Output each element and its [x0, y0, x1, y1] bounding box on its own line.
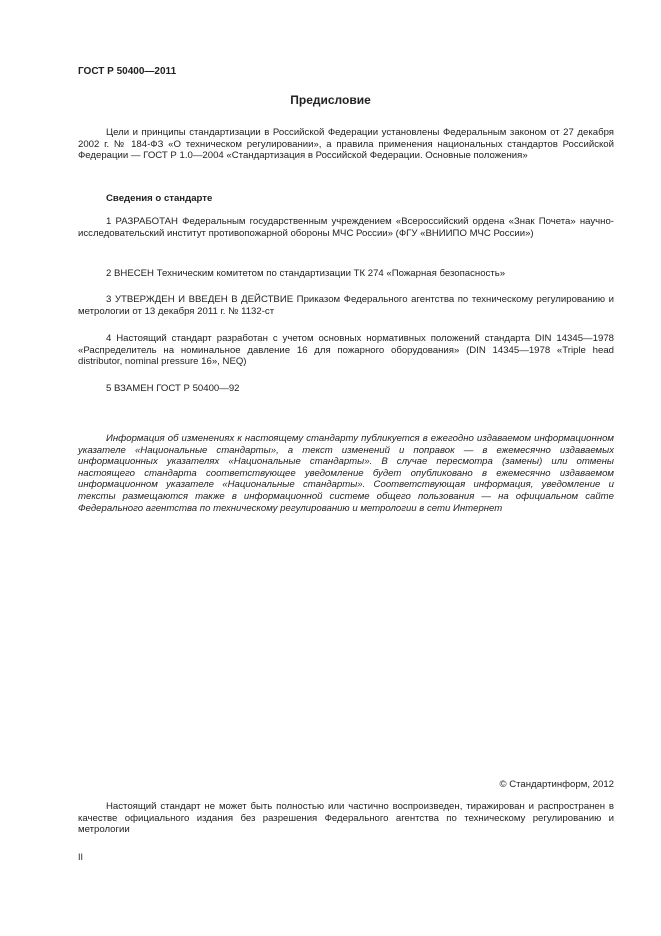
list-item: 4 Настоящий стандарт разработан с учетом основных нормативных положений стандарта DIN 14345—1978 «Распределитель на номинальное давление 16 для пожарного оборудования» (DIN 14345—1978 «Triple head distributor, nominal pressure 16», NEQ) [78, 333, 614, 368]
list-item: 3 УТВЕРЖДЕН И ВВЕДЕН В ДЕЙСТВИЕ Приказом Федерального агентства по техническому регулированию и метрологии от 13 декабря 2011 г. № 1132-ст [78, 294, 614, 317]
list-item: 2 ВНЕСЕН Техническим комитетом по стандартизации ТК 274 «Пожарная безопасность» [106, 268, 506, 279]
intro-paragraph: Цели и принципы стандартизации в Российской Федерации установлены Федеральным законом от 27 декабря 2002 г. № 184-ФЗ «О техническом регулировании», а правила применения национальных стандартов Российской Федерации — ГОСТ Р 1.0—2004 «Стандартизация в Российской Федерации. Основные положения» [78, 127, 614, 162]
page-number: II [78, 852, 84, 862]
page-title: Предисловие [290, 93, 371, 107]
document-code: ГОСТ Р 50400—2011 [78, 66, 177, 77]
info-paragraph: Информация об изменениях к настоящему стандарту публикуется в ежегодно издаваемом информационном указателе «Национальные стандарты», а текст изменений и поправок — в ежемесячно издаваемых информационных указателях «Национальные стандарты». В случае пересмотра (замены) или отмены настоящего стандарта соответствующее уведомление будет опубликовано в ежемесячно издаваемом информационном указателе «Национальные стандарты». Соответствующая информация, уведомление и тексты размещаются также в информационной системе общего пользования — на официальном сайте Федерального агентства по техническому регулированию и метрологии в сети Интернет [78, 433, 614, 514]
reproduction-notice: Настоящий стандарт не может быть полностью или частично воспроизведен, тиражирован и распространен в качестве официального издания без разрешения Федерального агентства по техническому регулированию и метрологии [78, 801, 614, 836]
list-item: 1 РАЗРАБОТАН Федеральным государственным учреждением «Всероссийский ордена «Знак Почета» научно-исследовательский институт противопожарной обороны МЧС России» (ФГУ «ВНИИПО МЧС России») [78, 216, 614, 239]
list-item: 5 ВЗАМЕН ГОСТ Р 50400—92 [106, 383, 240, 394]
section-title: Сведения о стандарте [106, 193, 213, 204]
copyright: © Стандартинформ, 2012 [499, 779, 614, 790]
